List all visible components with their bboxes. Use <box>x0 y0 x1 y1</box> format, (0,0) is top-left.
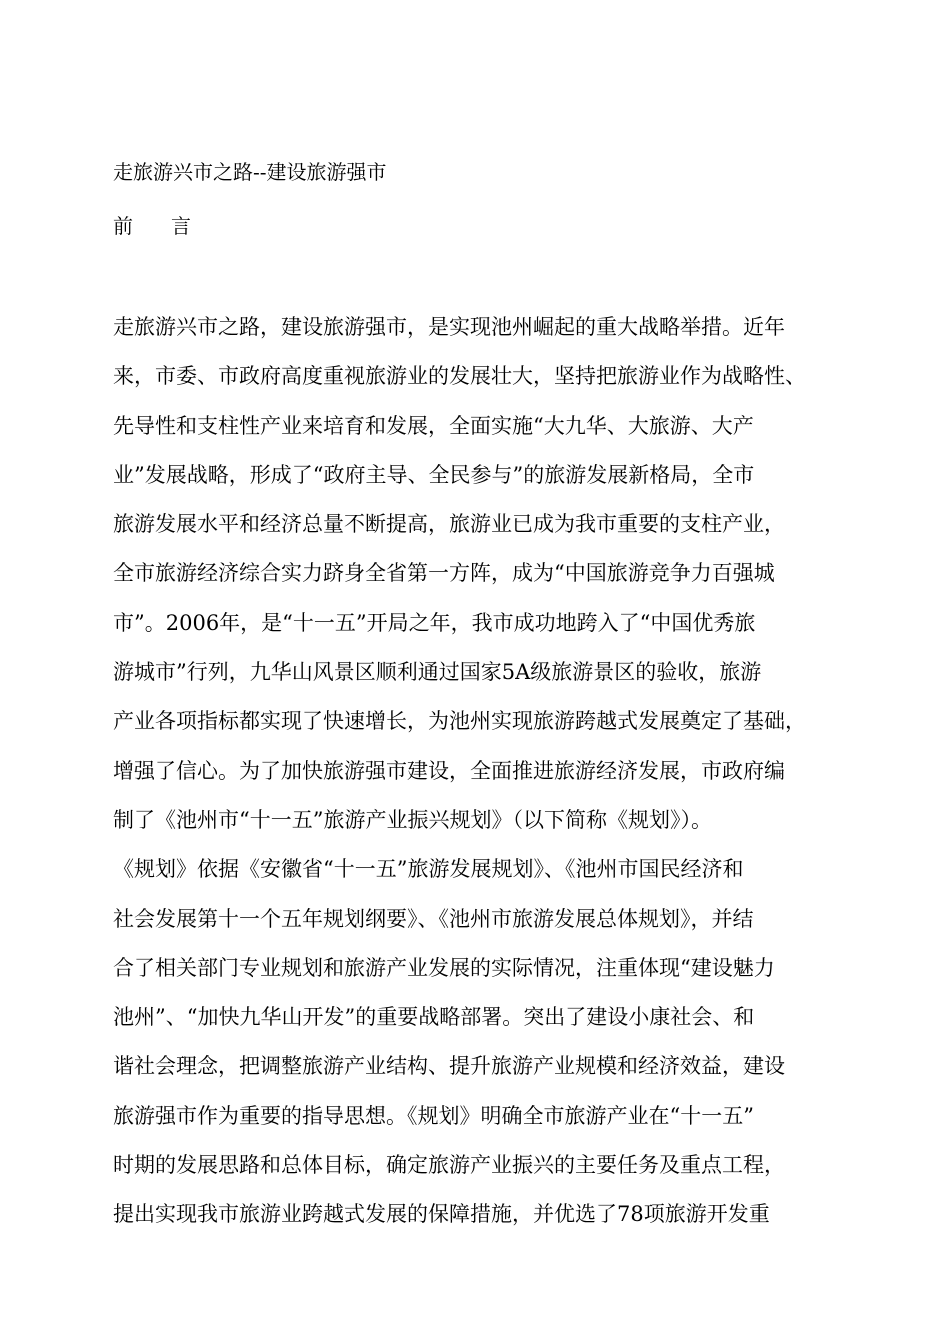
body-line: 制了《池州市“十一五”旅游产业振兴规划》（以下简称《规划》）。 <box>113 807 712 832</box>
preface-char-2: 言 <box>171 214 191 238</box>
body-text <box>113 309 843 1246</box>
body-line: 池州”、“加快九华山开发”的重要战略部署。突出了建设小康社会、和 <box>113 1005 755 1030</box>
document-title: 走旅游兴市之路--建设旅游强市 <box>113 160 387 184</box>
body-line: 合了相关部门专业规划和旅游产业发展的实际情况，注重体现“建设魅力 <box>113 955 775 980</box>
body-line: 时期的发展思路和总体目标，确定旅游产业振兴的主要任务及重点工程， <box>113 1153 785 1178</box>
body-line: 旅游强市作为重要的指导思想。《规划》明确全市旅游产业在“十一五” <box>113 1103 754 1128</box>
body-line: 产业各项指标都实现了快速增长，为池州实现旅游跨越式发展奠定了基础， <box>113 709 806 734</box>
body-line: 提出实现我市旅游业跨越式发展的保障措施，并优选了78项旅游开发重 <box>113 1202 770 1227</box>
body-line: 增强了信心。为了加快旅游强市建设，全面推进旅游经济发展，市政府编 <box>113 758 785 783</box>
body-line: 全市旅游经济综合实力跻身全省第一方阵，成为“中国旅游竞争力百强城 <box>113 561 775 586</box>
body-line: 来，市委、市政府高度重视旅游业的发展壮大，坚持把旅游业作为战略性、 <box>113 364 806 389</box>
body-line: 旅游发展水平和经济总量不断提高，旅游业已成为我市重要的支柱产业， <box>113 512 785 537</box>
preface-heading <box>113 212 191 240</box>
body-line: 先导性和支柱性产业来培育和发展，全面实施“大九华、大旅游、大产 <box>113 413 754 438</box>
body-line: 谐社会理念，把调整旅游产业结构、提升旅游产业规模和经济效益，建设 <box>113 1054 785 1079</box>
body-line: 业”发展战略，形成了“政府主导、全民参与”的旅游发展新格局，全市 <box>113 462 755 487</box>
body-line: 《规划》依据《安徽省“十一五”旅游发展规划》、《池州市国民经济和 <box>113 857 744 882</box>
body-line: 市”。2006年，是“十一五”开局之年，我市成功地跨入了“中国优秀旅 <box>113 610 756 635</box>
preface-char-1: 前 <box>113 214 133 238</box>
body-line: 社会发展第十一个五年规划纲要》、《池州市旅游发展总体规划》，并结 <box>113 906 754 931</box>
body-line: 游城市”行列，九华山风景区顺利通过国家5A级旅游景区的验收，旅游 <box>113 660 762 685</box>
body-line: 走旅游兴市之路，建设旅游强市，是实现池州崛起的重大战略举措。近年 <box>113 315 785 339</box>
